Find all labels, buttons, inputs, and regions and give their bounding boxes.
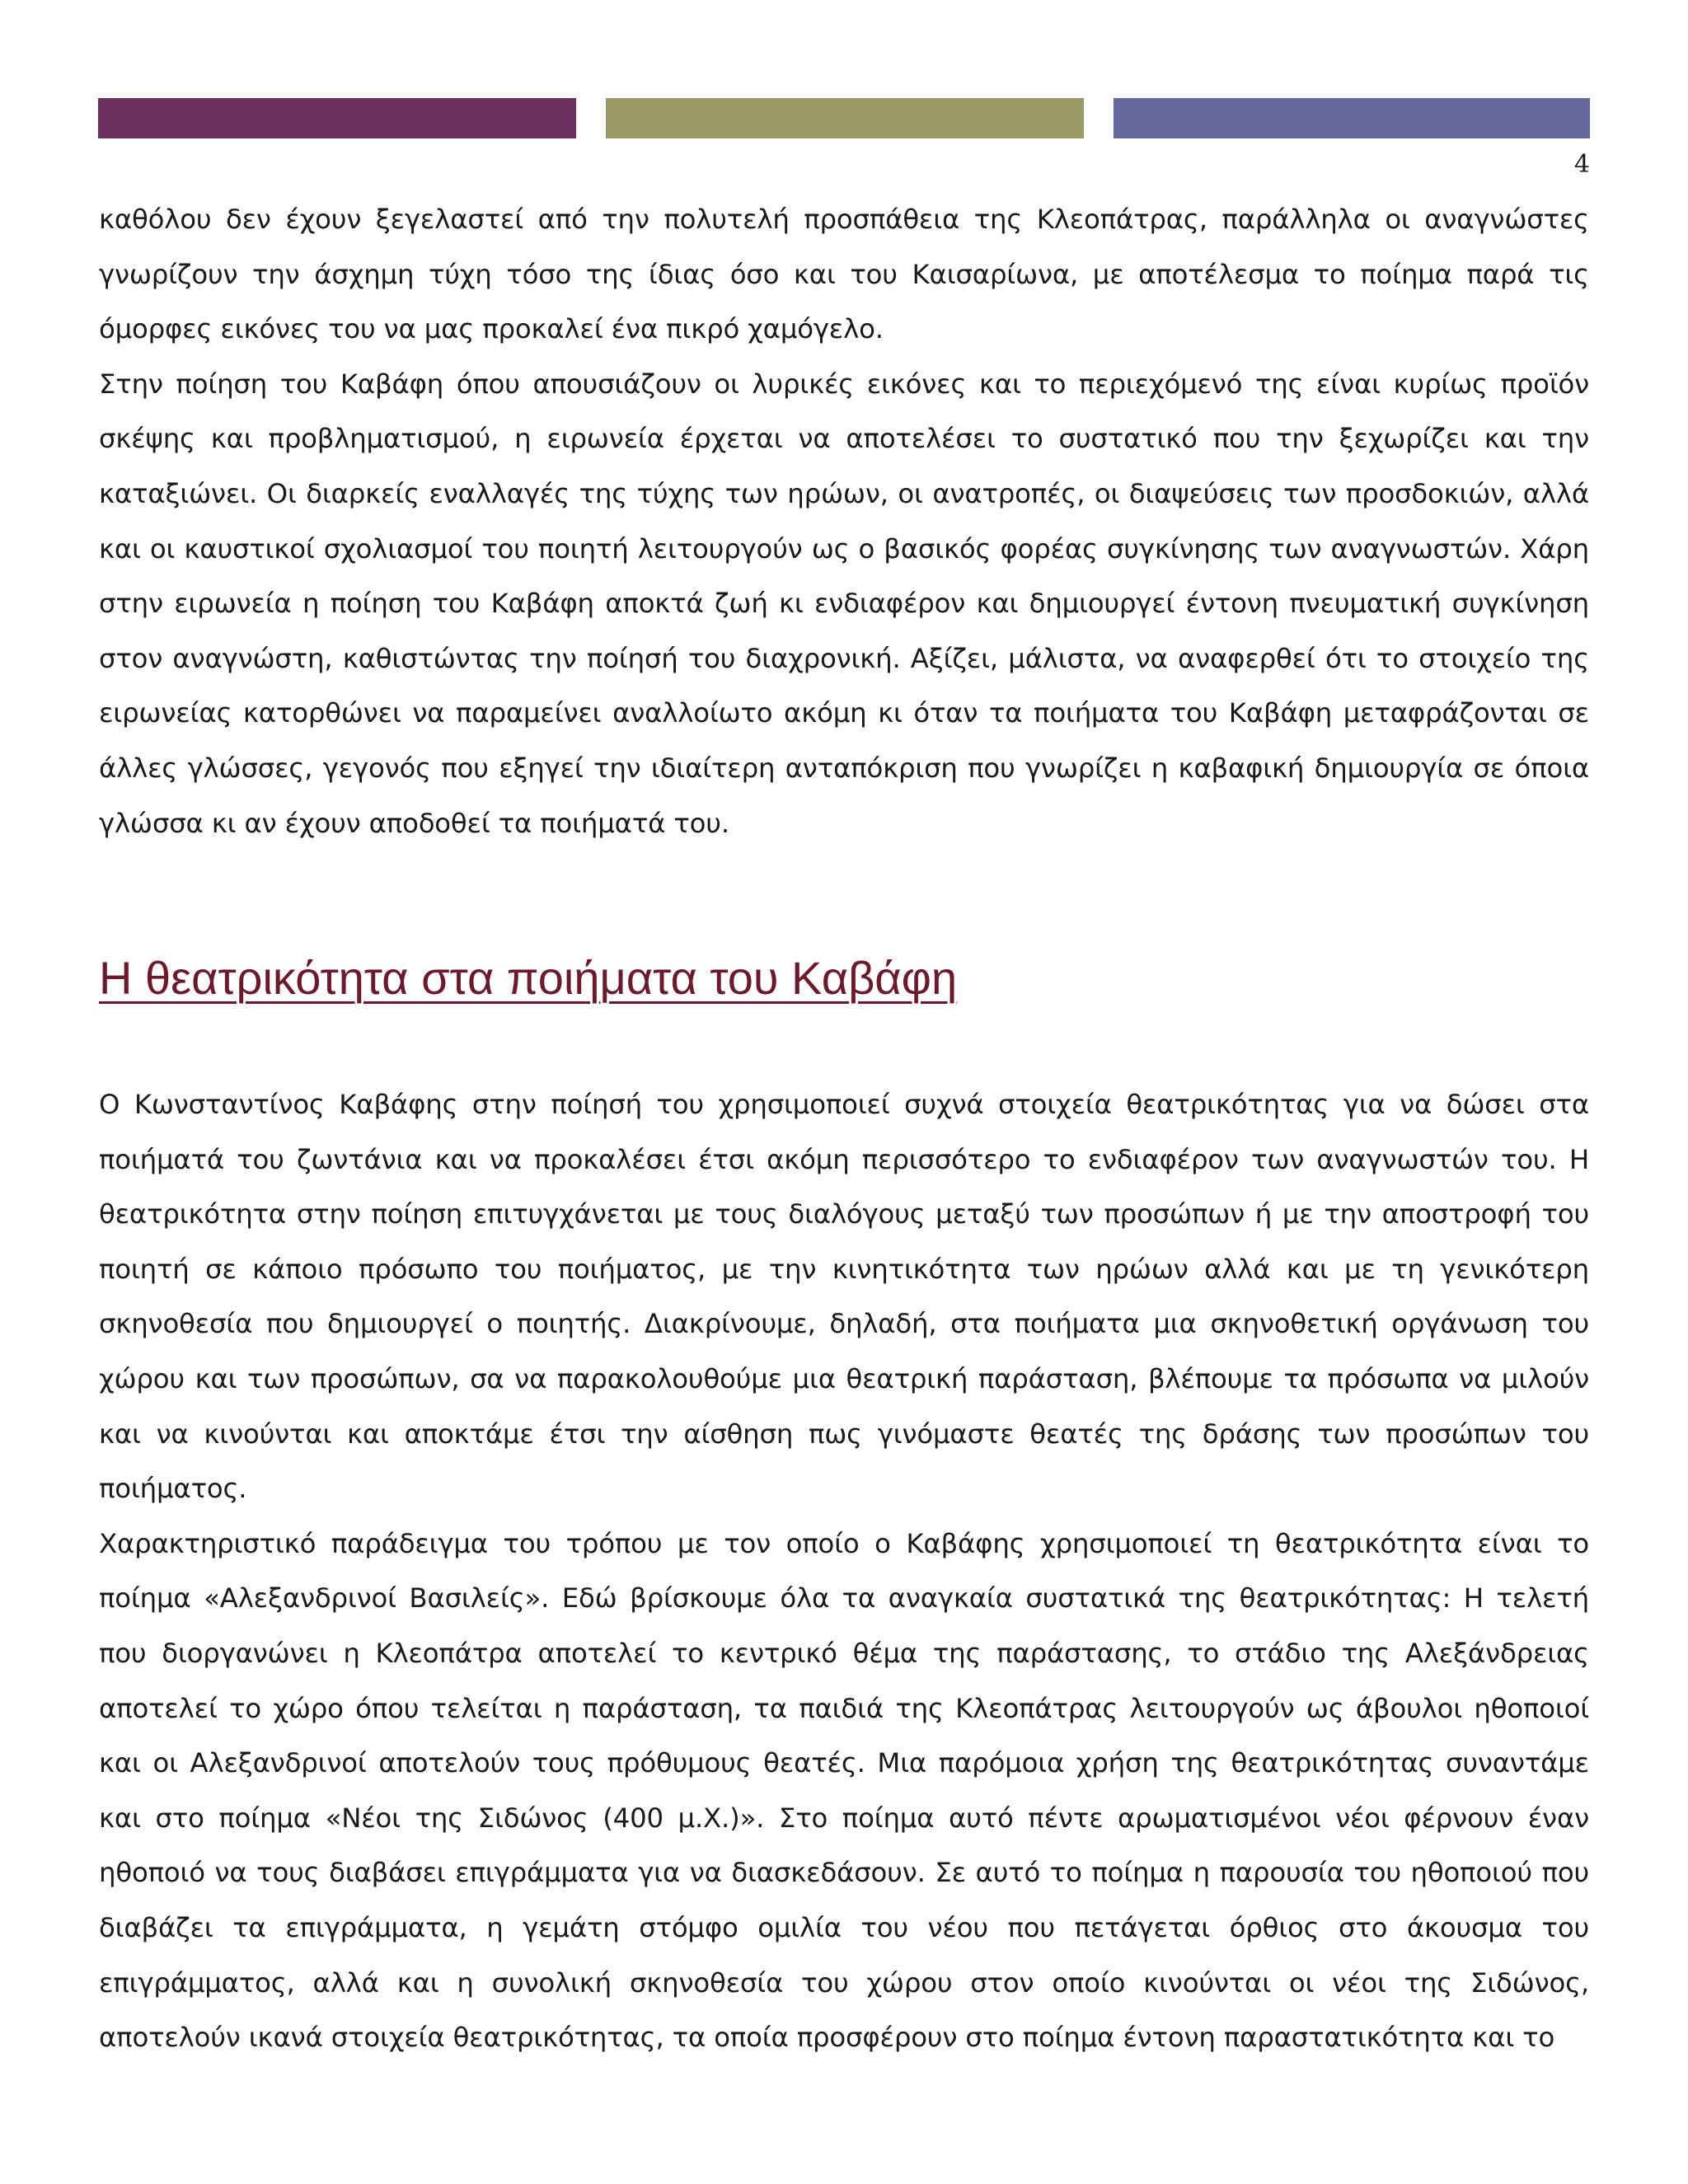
header-band-olive — [606, 98, 1084, 138]
paragraph-irony: Στην ποίηση του Καβάφη όπου απουσιάζουν οι λυρικές εικόνες και το περιεχόμενό της είναι κυρίως προϊόν σκέψης και προβληματισμού, η ειρωνεία έρχεται να αποτελέσει το συστατικό που την ξεχωρίζει και την καταξιώνει. Οι διαρκείς εναλλαγές της τύχης των ηρώων, οι ανατροπές, οι διαψεύσεις των προσδοκιών, αλλά και οι καυστικοί σχολιασμοί του ποιητή λειτουργούν ως ο βασικός φορέας συγκίνησης των αναγνωστών. Χάρη στην ειρωνεία η ποίηση του Καβάφη αποκτά ζωή κι ενδιαφέρον και δημιουργεί έντονη πνευματική συγκίνηση στον αναγνώστη, καθιστώντας την ποίησή του διαχρονική. Αξίζει, μάλιστα, να αναφερθεί ότι το στοιχείο της ειρωνείας κατορθώνει να παραμείνει αναλλοίωτο ακόμη κι όταν τα ποιήματα του Καβάφη μεταφράζονται σε άλλες γλώσσες, γεγονός που εξηγεί την ιδιαίτερη ανταπόκριση που γνωρίζει η καβαφική δημιουργία σε όποια γλώσσα κι αν έχουν αποδοθεί τα ποιήματά του. — [99, 368, 1589, 839]
header-band-purple — [98, 98, 576, 138]
paragraph-continuation: καθόλου δεν έχουν ξεγελαστεί από την πολυτελή προσπάθεια της Κλεοπάτρας, παράλληλα οι αναγνώστες γνωρίζουν την άσχημη τύχη τόσο της ίδιας όσο και του Καισαρίωνα, με αποτέλεσμα το ποίημα παρά τις όμορφες εικόνες του να μας προκαλεί ένα πικρό χαμόγελο. — [99, 204, 1589, 345]
section-heading: Η θεατρικότητα στα ποιήματα του Καβάφη — [99, 952, 958, 1004]
page-number: 4 — [1573, 150, 1590, 179]
paragraph-theatricality-examples: Χαρακτηριστικό παράδειγμα του τρόπου με τον οποίο ο Καβάφης χρησιμοποιεί τη θεατρικότητα είναι το ποίημα «Αλεξανδρινοί Βασιλείς». Εδώ βρίσκουμε όλα τα αναγκαία συστατικά της θεατρικότητας: Η τελετή που διοργανώνει η Κλεοπάτρα αποτελεί το κεντρικό θέμα της παράστασης, το στάδιο της Αλεξάνδρειας αποτελεί το χώρο όπου τελείται η παράσταση, τα παιδιά της Κλεοπάτρας λειτουργούν ως άβουλοι ηθοποιοί και οι Αλεξανδρινοί αποτελούν τους πρόθυμους θεατές. Μια παρόμοια χρήση της θεατρικότητας συναντάμε και στο ποίημα «Νέοι της Σιδώνος (400 μ.Χ.)». Στο ποίημα αυτό πέντε αρωματισμένοι νέοι φέρνουν έναν ηθοποιό να τους διαβάσει επιγράμματα για να διασκεδάσουν. Σε αυτό το ποίημα η παρουσία του ηθοποιού που διαβάζει τα επιγράμματα, η γεμάτη στόμφο ομιλία του νέου που πετάγεται όρθιος στο άκουσμα του επιγράμματος, αλλά και η συνολική σκηνοθεσία του χώρου στον οποίο κινούνται οι νέοι της Σιδώνος, αποτελούν ικανά στοιχεία θεατρικότητας, τα οποία προσφέρουν στο ποίημα έντονη παραστατικότητα και το — [99, 1527, 1589, 2054]
paragraph-theatricality-intro: Ο Κωνσταντίνος Καβάφης στην ποίησή του χρησιμοποιεί συχνά στοιχεία θεατρικότητας για να δώσει στα ποιήματά του ζωντάνια και να προκαλέσει έτσι ακόμη περισσότερο το ενδιαφέρον των αναγνωστών του. Η θεατρικότητα στην ποίηση επιτυγχάνεται με τους διαλόγους μεταξύ των προσώπων ή με την αποστροφή του ποιητή σε κάποιο πρόσωπο του ποιήματος, με την κινητικότητα των ηρώων αλλά και με τη γενικότερη σκηνοθεσία που δημιουργεί ο ποιητής. Διακρίνουμε, δηλαδή, στα ποιήματα μια σκηνοθετική οργάνωση του χώρου και των προσώπων, σα να παρακολουθούμε μια θεατρική παράσταση, βλέπουμε τα πρόσωπα να μιλούν και να κινούνται και αποκτάμε έτσι την αίσθηση πως γινόμαστε θεατές της δράσης των προσώπων του ποιήματος. — [99, 1089, 1589, 1505]
section-text — [99, 1077, 1589, 2065]
continuation-text — [99, 192, 1589, 851]
header-band-slate-blue — [1114, 98, 1590, 138]
